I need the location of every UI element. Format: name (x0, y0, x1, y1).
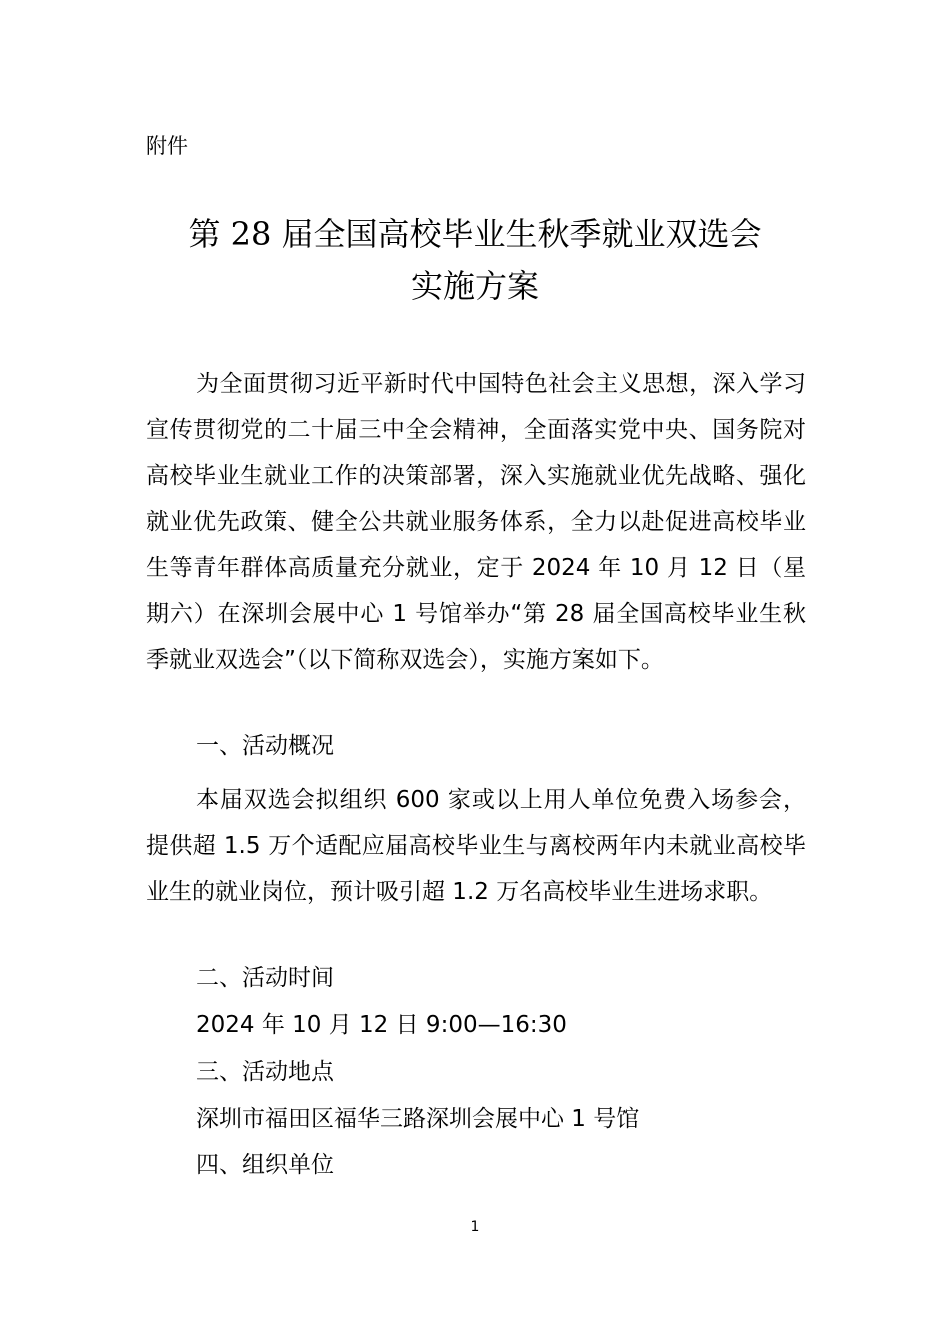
section-heading-overview: 一、活动概况 (196, 733, 334, 759)
attachment-label: 附件 (146, 134, 188, 158)
section-heading-location: 三、活动地点 (196, 1059, 334, 1085)
event-time-text: 2024 年 10 月 12 日 9:00—16:30 (196, 1012, 567, 1038)
section-heading-time: 二、活动时间 (196, 965, 334, 991)
section-heading-organizers: 四、组织单位 (196, 1152, 334, 1178)
document-title-line-2: 实施方案 (410, 267, 539, 305)
intro-paragraph: 为全面贯彻习近平新时代中国特色社会主义思想，深入学习宣传贯彻党的二十届三中全会精神，全面落实党中央、国务院对高校毕业生就业工作的决策部署，深入实施就业优先战略、强化就业优先政策、健全公共就业服务体系，全力以赴促进高校毕业生等青年群体高质量充分就业，定于 2024 年 10 月 12 日（星期六）在深圳会展中心 1 号馆举办“第 28 届全国高校毕业生秋季就业双选会”（以下简称双选会），实施方案如下。 (146, 371, 806, 673)
overview-paragraph: 本届双选会拟组织 600 家或以上用人单位免费入场参会，提供超 1.5 万个适配应届高校毕业生与离校两年内未就业高校毕业生的就业岗位，预计吸引超 1.2 万名高校毕业生进场求职。 (146, 787, 806, 905)
document-title-line-1: 第 28 届全国高校毕业生秋季就业双选会 (188, 215, 762, 253)
event-location-text: 深圳市福田区福华三路深圳会展中心 1 号馆 (196, 1106, 640, 1132)
page-number: 1 (470, 1219, 480, 1235)
